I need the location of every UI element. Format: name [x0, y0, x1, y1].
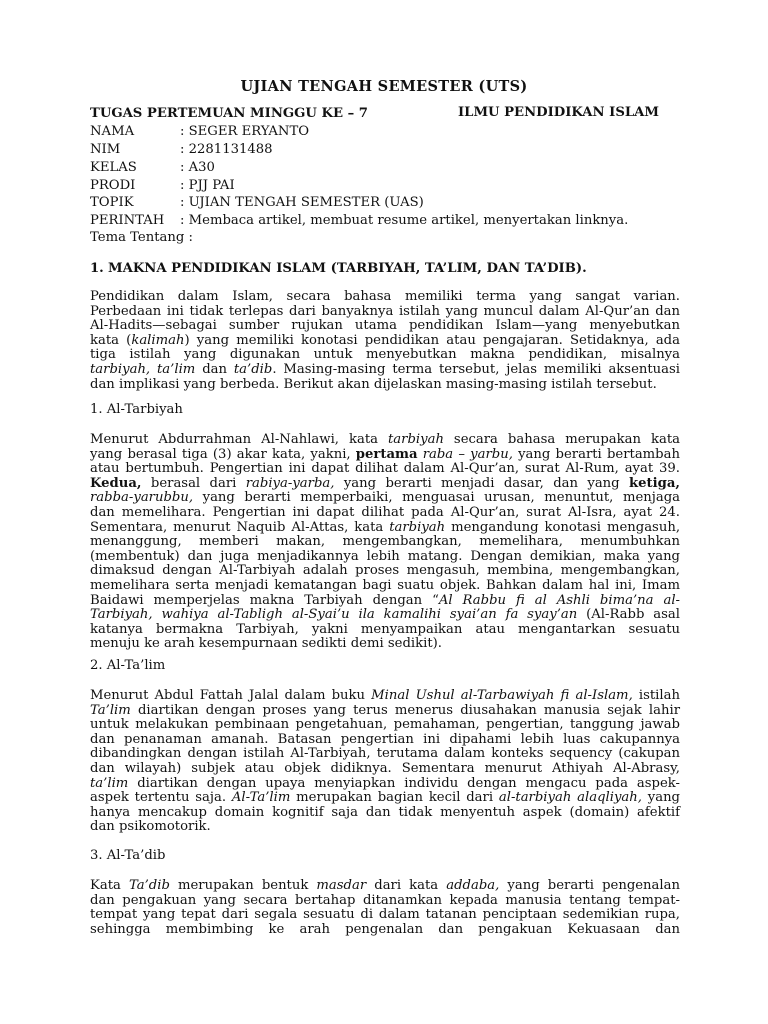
field-kelas	[90, 159, 215, 176]
intro-paragraph: Pendidikan dalam Islam, secara bahasa memiliki terma yang sangat varian. Perbedaan ini tidak terlepas dari banyaknya istilah yang muncul dalam Al-Qur’an dan Al-Hadits—sebagai sumber rujukan utama pendidikan Islam—yang menyebutkan kata (kalimah) yang memiliki konotasi pendidikan atau pengajaran. Setidaknya, ada tiga istilah yang digunakan untuk menyebutkan makna pendidikan, misalnya tarbiyah, ta’lim dan ta’dib. Masing-masing terma tersebut, jelas memiliki aksentuasi dan implikasi yang berbeda. Berikut akan dijelaskan masing-masing istilah tersebut.	[90, 289, 681, 392]
field-value: : A30	[180, 160, 215, 175]
document-title: UJIAN TENGAH SEMESTER (UTS)	[240, 78, 528, 95]
field-value: : Membaca artikel, membuat resume artikel, menyertakan linknya.	[180, 213, 629, 228]
field-value: : PJJ PAI	[180, 178, 235, 193]
field-label: NAMA	[90, 124, 135, 139]
subsection-tarbiyah: 1. Al-Tarbiyah	[90, 402, 183, 417]
talim-paragraph: Menurut Abdul Fattah Jalal dalam buku Minal Ushul al-Tarbawiyah fi al-Islam, istilah Ta’lim diartikan dengan proses yang terus menerus diusahakan manusia sejak lahir untuk melakukan pembinaan pengetahuan, pemahaman, pengertian, tanggung jawab dan penanaman amanah. Batasan pengertian ini dipahami lebih luas cakupannya dibandingkan dengan istilah Al-Tarbiyah, terutama dalam konteks sequency (cakupan dan wilayah) subjek atau objek didiknya. Sementara menurut Athiyah Al-Abrasy, ta’lim diartikan dengan upaya menyiapkan individu dengan mengacu pada aspek- aspek tertentu saja. Al-Ta’lim merupakan bagian kecil dari al-tarbiyah alaqliyah, yang hanya mencakup domain kognitif saja dan tidak menyentuh aspek (domain) afektif dan psikomotorik.	[90, 688, 680, 835]
task-label: TUGAS PERTEMUAN MINGGU KE – 7	[90, 106, 368, 121]
field-value: : 2281131488	[180, 142, 273, 157]
field-nama	[90, 123, 309, 140]
field-value: : UJIAN TENGAH SEMESTER (UAS)	[180, 195, 424, 210]
subsection-tadib: 3. Al-Ta’dib	[90, 848, 166, 863]
tadib-paragraph: Kata Ta’dib merupakan bentuk masdar dari kata addaba, yang berarti pengenalan dan pengakuan yang secara bertahap ditanamkan kepada manusia tentang tempat- tempat yang tepat dari segala sesuatu di dalam tatanan penciptaan sedemikian rupa, sehingga membimbing ke arah pengenalan dan pengakuan Kekuasaan dan	[90, 878, 680, 937]
section-number: 1.	[90, 261, 104, 276]
tema-label: Tema Tentang :	[90, 230, 193, 245]
field-nim	[90, 141, 273, 158]
field-label: PERINTAH	[90, 213, 165, 228]
subsection-talim: 2. Al-Ta’lim	[90, 658, 166, 673]
field-prodi	[90, 177, 235, 194]
field-label: TOPIK	[90, 195, 134, 210]
field-label: NIM	[90, 142, 121, 157]
section-heading-text: MAKNA PENDIDIKAN ISLAM (TARBIYAH, TA’LIM, DAN TA’DIB).	[108, 261, 587, 276]
field-value: : SEGER ERYANTO	[180, 124, 310, 139]
section-heading	[90, 261, 587, 276]
field-label: KELAS	[90, 160, 137, 175]
field-label: PRODI	[90, 178, 136, 193]
field-topik	[90, 194, 424, 211]
field-perintah	[90, 212, 628, 229]
tarbiyah-paragraph: Menurut Abdurrahman Al-Nahlawi, kata tarbiyah secara bahasa merupakan kata yang berasal tiga (3) akar kata, yakni, pertama raba – yarbu, yang berarti bertambah atau bertumbuh. Pengertian ini dapat dilihat dalam Al-Qur’an, surat Al-Rum, ayat 39. Kedua, berasal dari rabiya-yarba, yang berarti menjadi dasar, dan yang ketiga, rabba-yarubbu, yang berarti memperbaiki, menguasai urusan, menuntut, menjaga dan memelihara. Pengertian ini dapat dilihat pada Al-Qur’an, surat Al-Isra, ayat 24. Sementara, menurut Naquib Al-Attas, kata tarbiyah mengandung konotasi mengasuh, menanggung, memberi makan, mengembangkan, memelihara, menumbuhkan (membentuk) dan juga menjadikannya lebih matang. Dengan demikian, maka yang dimaksud dengan Al-Tarbiyah adalah proses mengasuh, membina, mengembangkan, memelihara serta menjadi kematangan bagi suatu objek. Bahkan dalam hal ini, Imam Baidawi memperjelas makna Tarbiyah dengan “Al Rabbu fi al Ashli bima’na al- Tarbiyah, wahiya al-Tabligh al-Syai’u ila kamalihi syai’an fa syay’an (Al-Rabb asal katanya bermakna Tarbiyah, yakni menyampaikan atau mengantarkan sesuatu menuju ke arah kesempurnaan sedikti demi sedikit).	[90, 432, 681, 652]
course-label: ILMU PENDIDIKAN ISLAM	[458, 105, 659, 120]
